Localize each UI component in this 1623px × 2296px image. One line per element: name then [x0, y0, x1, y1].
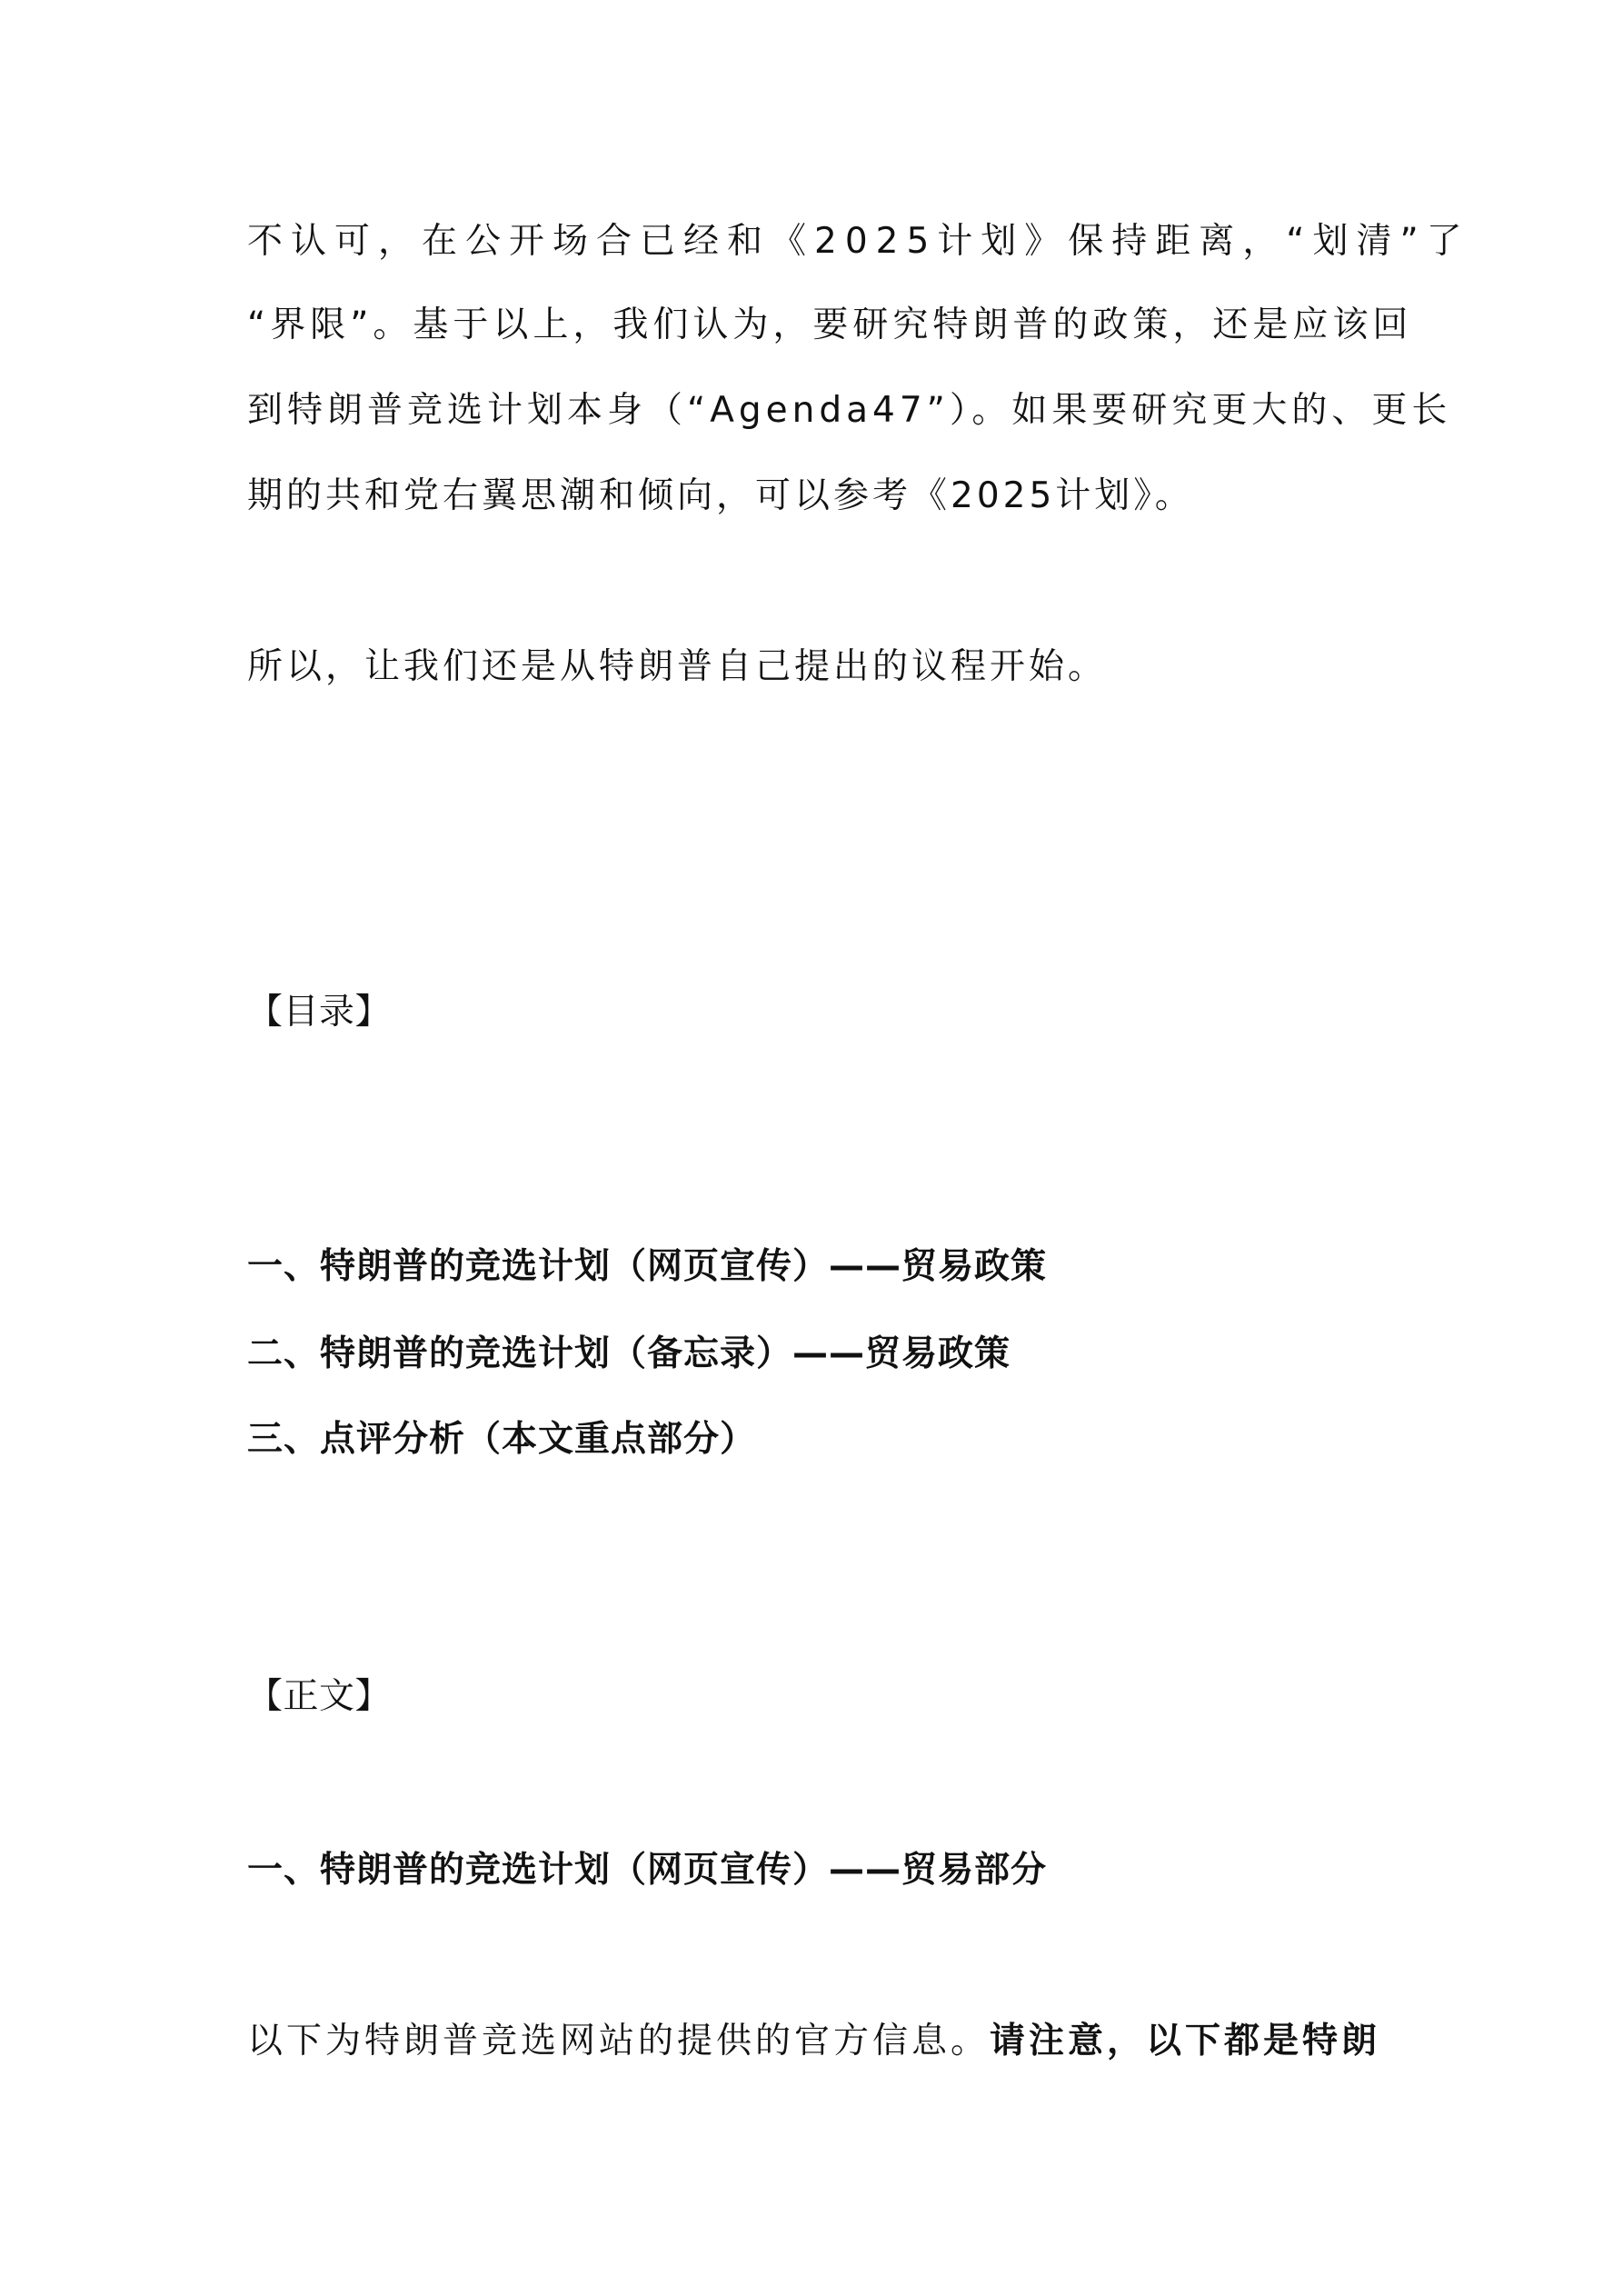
body-heading: 【正文】: [247, 1676, 392, 1717]
section-title: 一、特朗普的竞选计划（网页宣传）——贸易部分: [247, 1850, 1048, 1891]
paragraph-line: “界限”。基于以上，我们认为，要研究特朗普的政策，还是应该回: [247, 304, 1413, 345]
toc-item: 三、点评分析（本文重点部分）: [247, 1419, 757, 1460]
toc-item: 二、特朗普的竞选计划（备忘录）——贸易政策: [247, 1333, 1011, 1374]
intro-paragraph: [247, 2020, 1380, 2063]
closing-sentence: 所以，让我们还是从特朗普自己提出的议程开始。: [247, 646, 1108, 687]
toc-item: 一、特朗普的竞选计划（网页宣传）——贸易政策: [247, 1246, 1048, 1287]
paragraph-line: 期的共和党右翼思潮和倾向，可以参考《2025计划》。: [247, 475, 1194, 516]
paragraph-line: 到特朗普竞选计划本身（“Agenda47”）。如果要研究更大的、更长: [247, 390, 1452, 431]
intro-plain-text: 以下为特朗普竞选网站的提供的官方信息。: [247, 2021, 991, 2061]
intro-emphasis-text: 请注意，以下都是特朗: [990, 2021, 1381, 2061]
toc-heading: 【目录】: [247, 992, 392, 1033]
paragraph-line: 不认可，在公开场合已经和《2025计划》保持距离，“划清”了: [247, 221, 1470, 262]
